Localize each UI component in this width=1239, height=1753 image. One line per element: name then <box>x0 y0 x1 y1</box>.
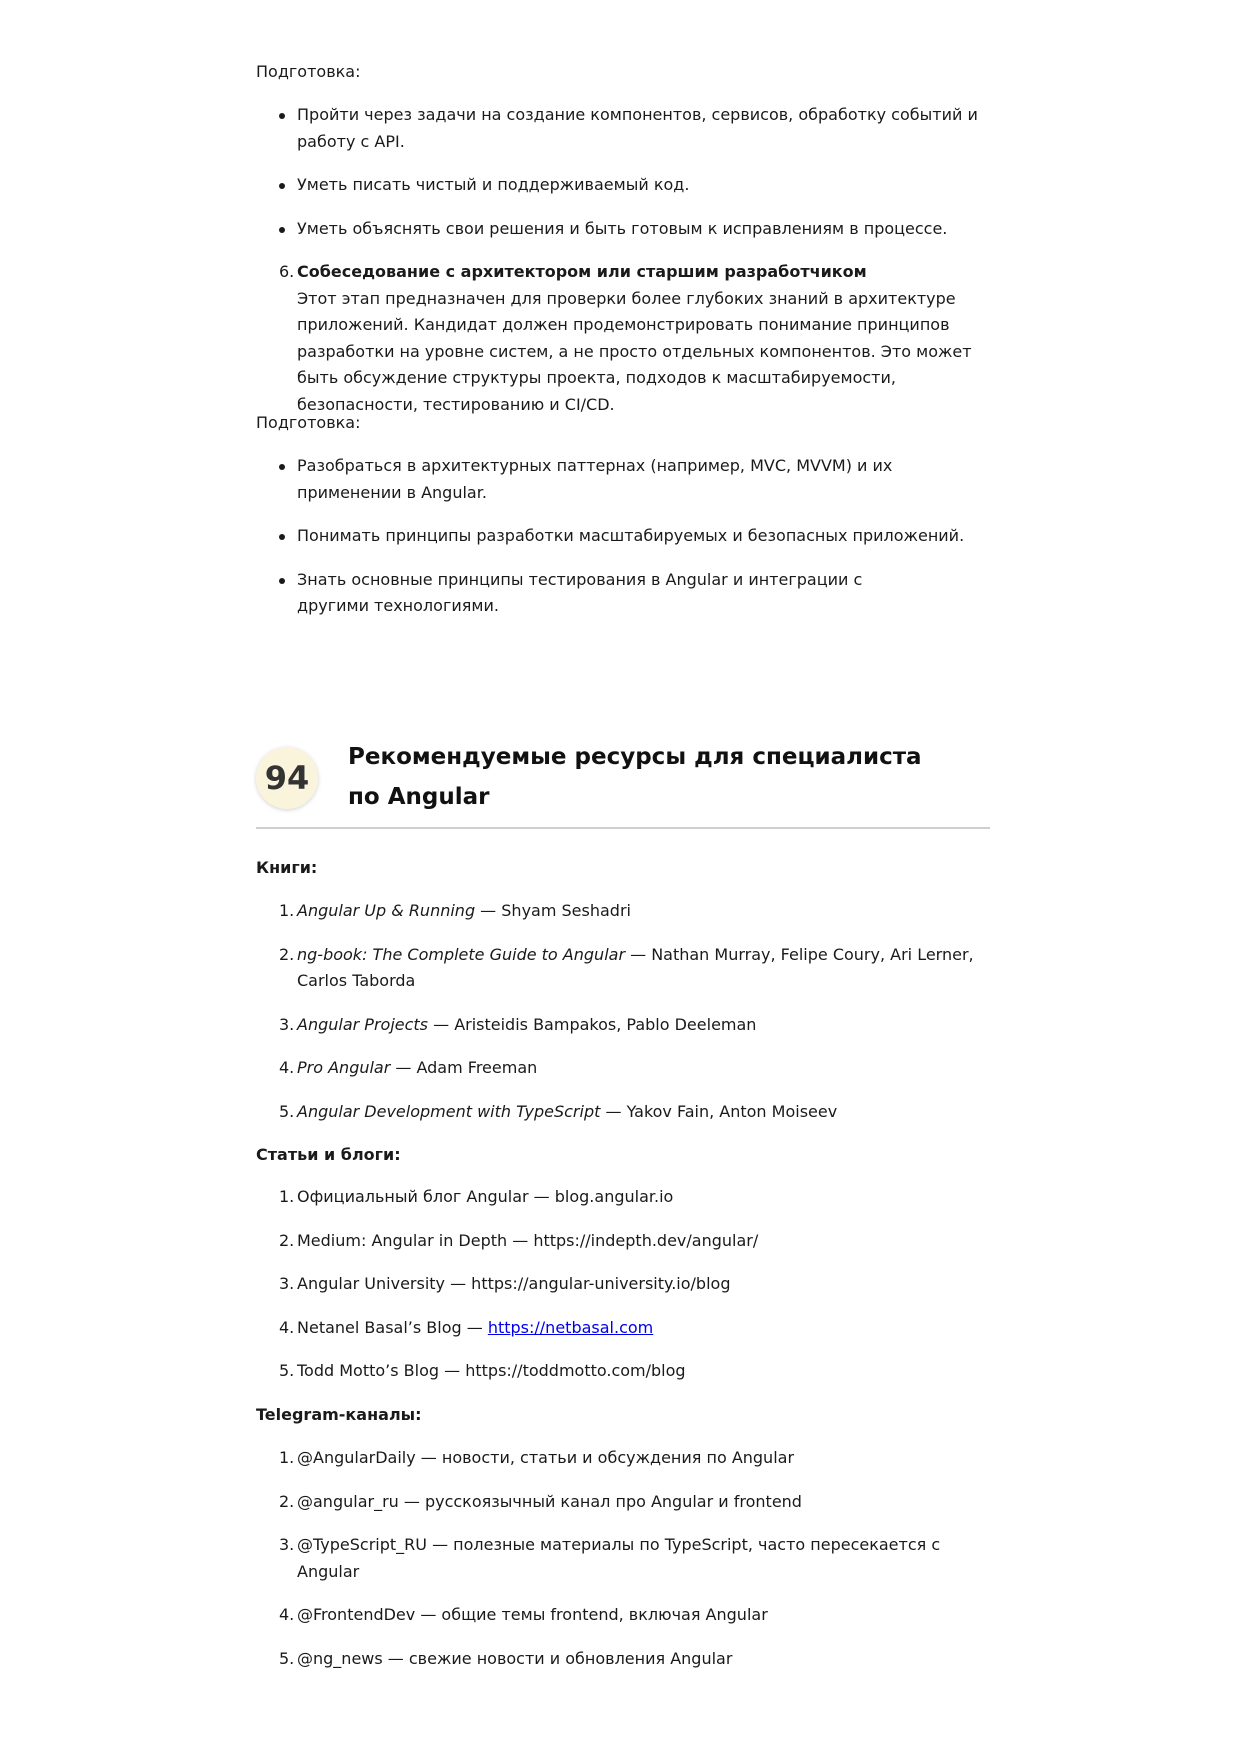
list-item <box>256 1055 990 1082</box>
list-item: Уметь писать чистый и поддерживаемый код. <box>256 172 990 199</box>
list-number: 5. <box>279 1101 295 1121</box>
book-author: — Nathan Murray, Felipe Coury, Ari Lerner, Carlos Taborda <box>297 944 974 990</box>
list-item <box>256 1228 990 1255</box>
list-number: 2. <box>279 944 295 964</box>
blogs-heading: Статьи и блоги: <box>256 1145 401 1164</box>
blog-entry: Medium: Angular in Depth — https://indepth.dev/angular/ <box>297 1230 759 1250</box>
blog-entry: Официальный блог Angular — blog.angular.io <box>297 1187 674 1206</box>
list-number: 2. <box>279 1491 295 1511</box>
stage-6-item <box>256 259 990 418</box>
list-item <box>256 1099 990 1126</box>
telegram-list <box>256 1445 990 1672</box>
list-number: 3. <box>279 1535 295 1554</box>
list-item <box>256 1646 990 1673</box>
book-title: Angular Development with TypeScript <box>297 1101 601 1121</box>
list-number: 4. <box>279 1058 295 1077</box>
book-title: Angular Projects <box>297 1014 429 1034</box>
book-author: — Aristeidis Bampakos, Pablo Deeleman <box>428 1014 757 1034</box>
book-author: — Yakov Fain, Anton Moiseev <box>600 1101 838 1121</box>
preparation-list <box>256 102 990 242</box>
list-item: Уметь объяснять свои решения и быть готовым к исправлениям в процессе. <box>256 216 990 243</box>
netbasal-link[interactable]: https://netbasal.com <box>487 1317 654 1337</box>
channel-entry: @TypeScript_RU — полезные материалы по TypeScript, часто пересекается с Angular <box>297 1535 941 1581</box>
list-item <box>256 1271 990 1298</box>
list-item <box>256 942 990 995</box>
blog-entry: Netanel Basal’s Blog — <box>297 1317 488 1337</box>
list-item <box>256 1184 990 1211</box>
list-item <box>256 1602 990 1629</box>
list-item <box>256 1445 990 1472</box>
book-author: — Shyam Seshadri <box>475 901 631 920</box>
preparation-label: Подготовка: <box>256 413 361 432</box>
list-number: 5. <box>279 1648 295 1668</box>
stage-description: Этот этап предназначен для проверки более глубоких знаний в архитектуре приложений. Кандидат должен продемонстрировать понимание принципов разработки на уровне систем, а не просто отдельных компонентов. Это может быть обсуждение структуры проекта, подходов к масштабируемости, безопасности, тестированию и CI/CD. <box>297 288 972 414</box>
channel-entry: @FrontendDev — общие темы frontend, включая Angular <box>297 1605 768 1624</box>
blog-entry: Todd Motto’s Blog — https://toddmotto.com/blog <box>297 1361 686 1380</box>
list-number: 2. <box>279 1230 295 1250</box>
preparation-label: Подготовка: <box>256 62 361 81</box>
list-item <box>256 1358 990 1385</box>
chapter-title: Рекомендуемые ресурсы для специалиста по Angular <box>348 744 922 810</box>
preparation-list <box>256 453 990 620</box>
chapter-number-badge: 94 <box>256 747 318 809</box>
telegram-heading: Telegram-каналы: <box>256 1405 422 1424</box>
list-item <box>256 898 990 925</box>
blog-entry: Angular University — https://angular-university.io/blog <box>297 1274 731 1293</box>
list-number: 1. <box>279 901 295 920</box>
book-title: ng-book: The Complete Guide to Angular <box>297 944 626 964</box>
blogs-list <box>256 1184 990 1385</box>
channel-entry: @AngularDaily — новости, статьи и обсуждения по Angular <box>297 1448 795 1467</box>
book-title: Angular Up & Running <box>297 901 476 920</box>
channel-entry: @angular_ru — русскоязычный канал про Angular и frontend <box>297 1491 802 1511</box>
channel-entry: @ng_news — свежие новости и обновления Angular <box>297 1648 733 1668</box>
list-item: Разобраться в архитектурных паттернах (например, MVC, MVVM) и их применении в Angular. <box>256 453 990 506</box>
books-list <box>256 898 990 1125</box>
chapter-heading <box>256 737 990 829</box>
list-item <box>256 1315 990 1342</box>
list-number: 1. <box>279 1448 295 1467</box>
list-number: 3. <box>279 1274 295 1293</box>
list-number: 1. <box>279 1187 295 1206</box>
list-number: 4. <box>279 1317 295 1337</box>
list-number: 5. <box>279 1361 295 1380</box>
book-author: — Adam Freeman <box>390 1058 538 1077</box>
books-heading: Книги: <box>256 858 318 877</box>
list-item <box>256 1532 990 1585</box>
list-item: Понимать принципы разработки масштабируемых и безопасных приложений. <box>256 523 990 550</box>
list-item <box>256 1489 990 1516</box>
list-number: 6. <box>279 262 295 281</box>
list-item: Пройти через задачи на создание компонентов, сервисов, обработку событий и работу с API. <box>256 102 990 155</box>
stage-title: Собеседование с архитектором или старшим разработчиком <box>297 262 867 281</box>
list-item <box>256 1012 990 1039</box>
list-number: 4. <box>279 1605 295 1624</box>
list-number: 3. <box>279 1014 295 1034</box>
list-item: Знать основные принципы тестирования в Angular и интеграции с другими технологиями. <box>256 567 990 620</box>
book-title: Pro Angular <box>297 1058 391 1077</box>
